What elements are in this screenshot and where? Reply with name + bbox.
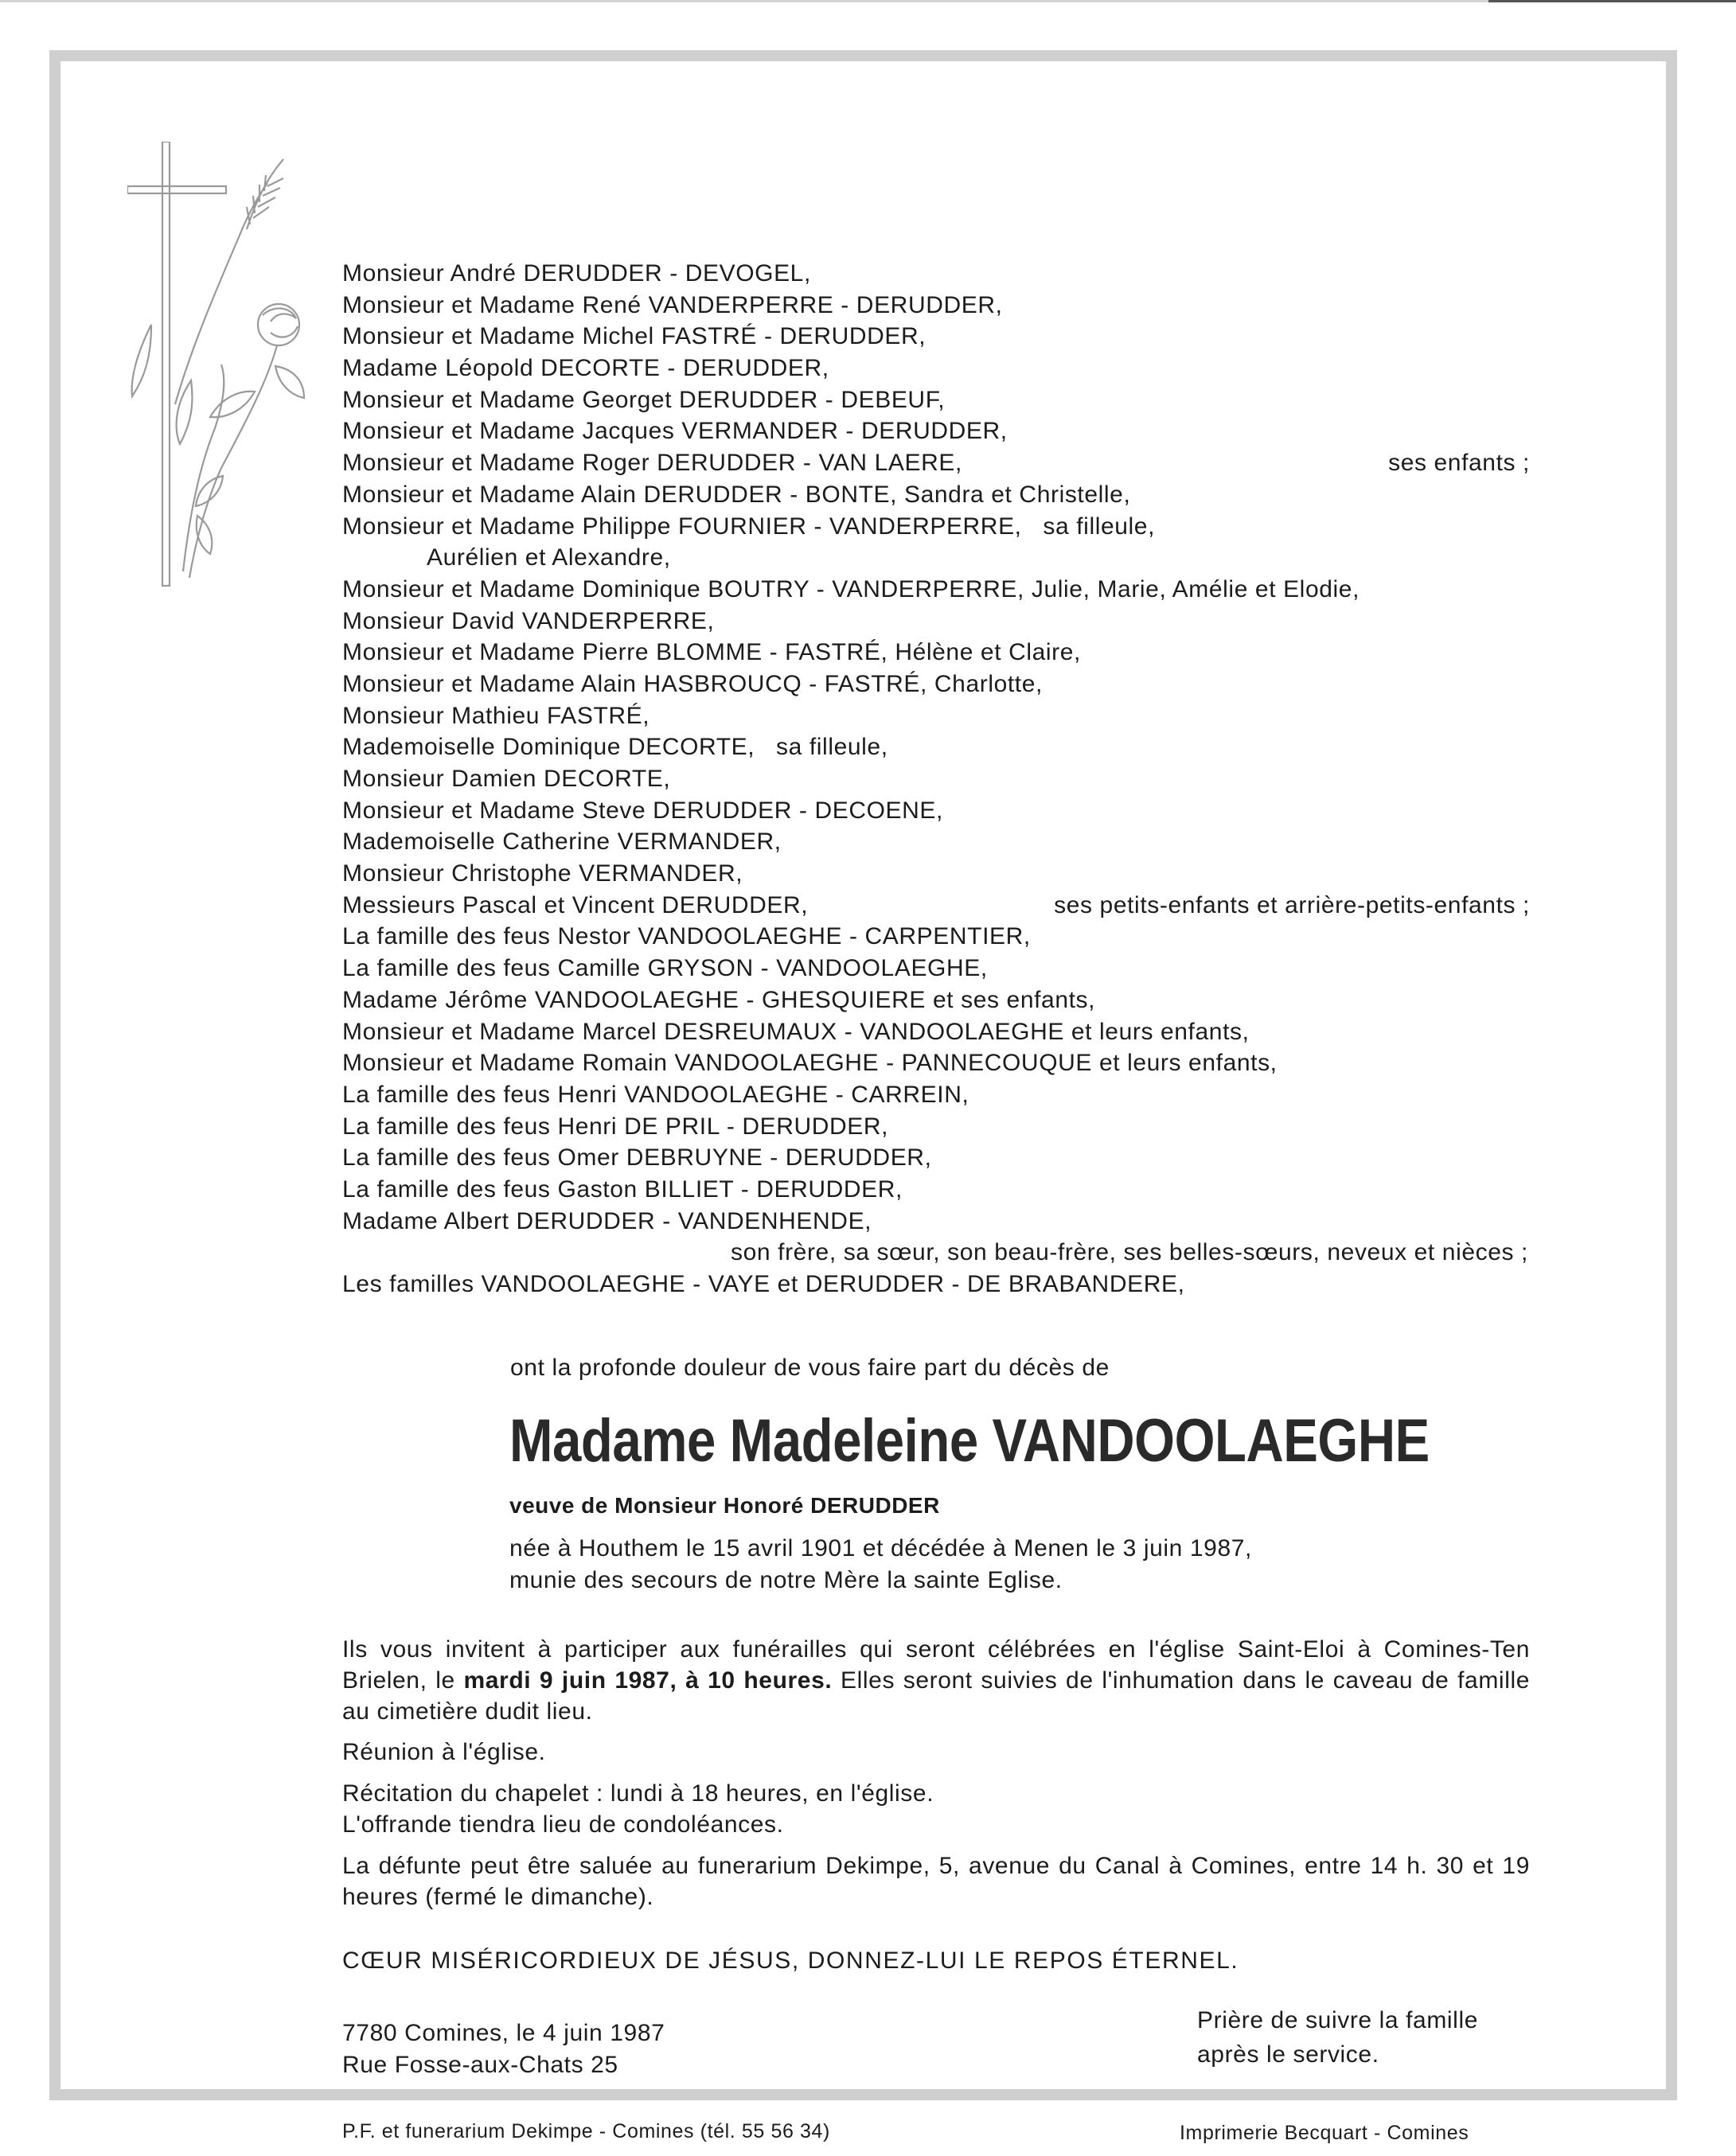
family-line: Monsieur David VANDERPERRE,: [342, 607, 715, 634]
funeral-date: mardi 9 juin 1987, à 10 heures.: [463, 1667, 833, 1694]
relation-label: ses enfants ;: [1388, 450, 1530, 477]
family-line: La famille des feus Gaston BILLIET - DERUDDER,: [342, 1175, 903, 1203]
family-line: Monsieur et Madame Alain DERUDDER - BONTE, Sandra et Christelle,: [342, 481, 1131, 508]
family-line: Monsieur et Madame Romain VANDOOLAEGHE - PANNECOUQUE et leurs enfants,: [342, 1050, 1278, 1077]
address-block: [342, 2018, 665, 2081]
relation-label: son frère, sa sœur, son beau-frère, ses belles-sœurs, neveux et nièces ;: [731, 1239, 1528, 1266]
family-line: Monsieur André DERUDDER - DEVOGEL,: [342, 260, 811, 287]
offering-text: L'offrande tiendra lieu de condoléances.: [342, 1811, 784, 1838]
family-line: Monsieur et Madame Jacques VERMANDER - DERUDDER,: [342, 418, 1008, 445]
family-line: Mademoiselle Catherine VERMANDER,: [342, 828, 782, 856]
prayer-line: CŒUR MISÉRICORDIEUX DE JÉSUS, DONNEZ-LUI LE REPOS ÉTERNEL.: [342, 1947, 1239, 1974]
family-line: Monsieur et Madame Philippe FOURNIER - VANDERPERRE, sa filleule,: [342, 513, 1156, 540]
family-line: Madame Jérôme VANDOOLAEGHE - GHESQUIERE et ses enfants,: [342, 986, 1096, 1013]
family-line: Monsieur et Madame Roger DERUDDER - VAN LAERE,: [342, 450, 962, 477]
family-line: Monsieur Mathieu FASTRÉ,: [342, 702, 650, 729]
family-line: La famille des feus Henri DE PRIL - DERUDDER,: [342, 1113, 889, 1140]
family-line: Monsieur et Madame René VANDERPERRE - DERUDDER,: [342, 291, 1003, 318]
family-line: Monsieur Damien DECORTE,: [342, 766, 671, 792]
birth-death-line: née à Houthem le 15 avril 1901 et décédée à Menen le 3 juin 1987,: [509, 1535, 1252, 1561]
family-line-with-relation: [342, 447, 1530, 479]
address-line: 7780 Comines, le 4 juin 1987: [342, 2020, 665, 2046]
relation-label: ses petits-enfants et arrière-petits-enfants ;: [1054, 891, 1530, 918]
family-line: Madame Albert DERUDDER - VANDENHENDE,: [342, 1207, 872, 1234]
announcement: ont la profonde douleur de vous faire part du décès de: [510, 1355, 1110, 1381]
follow-family-note: [1197, 2003, 1478, 2072]
birth-death-block: [509, 1533, 1252, 1597]
family-list: [342, 258, 1530, 1300]
family-line: Monsieur et Madame Michel FASTRÉ - DERUDDER,: [342, 323, 927, 350]
top-edge-line: [0, 0, 1736, 2]
info-block: [342, 1737, 1530, 1912]
family-line: Monsieur et Madame Alain HASBROUCQ - FASTRÉ, Charlotte,: [342, 670, 1043, 697]
funeral-paragraph: [342, 1634, 1530, 1727]
top-edge-mark: [1488, 0, 1736, 2]
family-line: Madame Léopold DECORTE - DERUDDER,: [342, 355, 829, 382]
funeral-text: Elles seront suivies de l'inhumation dans le caveau de famille au cimetière dudit lieu.: [342, 1667, 1531, 1725]
funeral-text: Ils vous invitent à participer aux funérailles qui seront célébrées en l'église Saint-Eloi à Comines-Ten Brielen, le: [342, 1636, 1530, 1694]
address-line: Rue Fosse-aux-Chats 25: [342, 2052, 618, 2078]
cross-with-rose-icon: [127, 142, 334, 587]
family-line: Monsieur Christophe VERMANDER,: [342, 860, 743, 887]
printer-credit: Imprimerie Becquart - Comines: [1180, 2122, 1469, 2144]
family-line: Les familles VANDOOLAEGHE - VAYE et DERUDDER - DE BRABANDERE,: [342, 1271, 1185, 1297]
family-line-with-relation: [342, 890, 1530, 922]
family-line: Aurélien et Alexandre,: [427, 544, 671, 571]
deceased-name: Madame Madeleine VANDOOLAEGHE: [509, 1407, 1430, 1475]
widow-of: veuve de Monsieur Honoré DERUDDER: [509, 1493, 940, 1518]
family-line: Messieurs Pascal et Vincent DERUDDER,: [342, 891, 809, 918]
family-line: La famille des feus Henri VANDOOLAEGHE - CARREIN,: [342, 1081, 969, 1108]
family-line: La famille des feus Omer DEBRUYNE - DERUDDER,: [342, 1144, 932, 1172]
birth-death-line: munie des secours de notre Mère la sainte Eglise.: [509, 1567, 1063, 1593]
family-line: Monsieur et Madame Steve DERUDDER - DECOENE,: [342, 797, 943, 824]
family-line: La famille des feus Camille GRYSON - VANDOOLAEGHE,: [342, 955, 988, 982]
family-line: La famille des feus Nestor VANDOOLAEGHE - CARPENTIER,: [342, 923, 1031, 950]
family-line: Monsieur et Madame Georget DERUDDER - DEBEUF,: [342, 386, 946, 413]
family-line: Monsieur et Madame Marcel DESREUMAUX - VANDOOLAEGHE et leurs enfants,: [342, 1018, 1250, 1045]
follow-line: Prière de suivre la famille: [1197, 2007, 1478, 2033]
viewing-text: La défunte peut être saluée au funerarium Dekimpe, 5, avenue du Canal à Comines, entre 14 h. 30 et 19 heures (fermé le dimanche).: [342, 1853, 1530, 1910]
funeral-home-credit: P.F. et funerarium Dekimpe - Comines (tél. 55 56 34): [342, 2120, 830, 2142]
rosary-text: Récitation du chapelet : lundi à 18 heures, en l'église.: [342, 1780, 934, 1807]
family-line: Monsieur et Madame Dominique BOUTRY - VANDERPERRE, Julie, Marie, Amélie et Elodie,: [342, 575, 1360, 602]
follow-line: après le service.: [1197, 2041, 1379, 2068]
family-line: Mademoiselle Dominique DECORTE, sa filleule,: [342, 734, 888, 761]
meeting-text: Réunion à l'église.: [342, 1739, 546, 1765]
family-line: Monsieur et Madame Pierre BLOMME - FASTRÉ, Hélène et Claire,: [342, 639, 1081, 666]
